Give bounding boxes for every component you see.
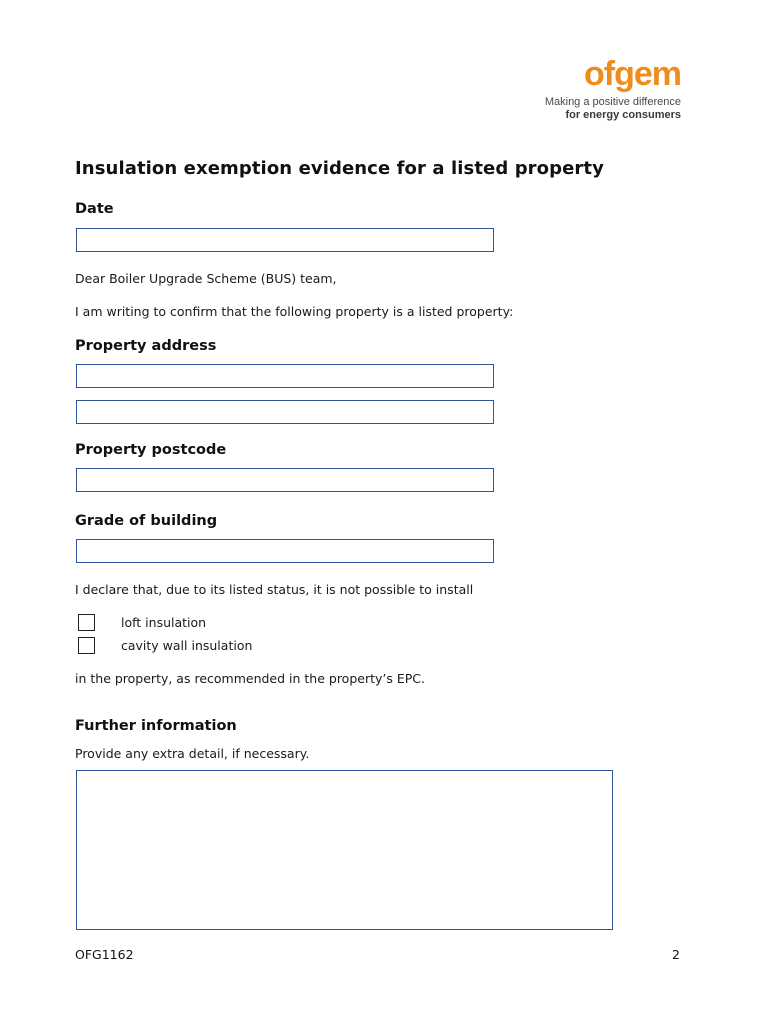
intro-text: I am writing to confirm that the following property is a listed property: xyxy=(75,304,514,319)
cavity-wall-insulation-label: cavity wall insulation xyxy=(121,638,253,653)
logo-tagline-line2: for energy consumers xyxy=(565,109,681,121)
salutation-text: Dear Boiler Upgrade Scheme (BUS) team, xyxy=(75,271,337,286)
grade-field[interactable] xyxy=(77,540,493,562)
further-info-textarea[interactable] xyxy=(77,771,612,929)
further-info-label: Further information xyxy=(75,718,237,734)
loft-insulation-label: loft insulation xyxy=(121,615,207,630)
page-number: 2 xyxy=(672,947,680,962)
date-field[interactable] xyxy=(77,229,493,251)
cavity-wall-insulation-checkbox[interactable] xyxy=(78,637,95,654)
further-info-hint: Provide any extra detail, if necessary. xyxy=(75,746,310,761)
document-reference: OFG1162 xyxy=(75,947,134,962)
date-field-box[interactable] xyxy=(76,228,494,252)
postcode-label: Property postcode xyxy=(75,442,227,458)
address-line1-box[interactable] xyxy=(76,364,494,388)
loft-insulation-checkbox[interactable] xyxy=(78,614,95,631)
grade-label: Grade of building xyxy=(75,513,218,529)
address-label: Property address xyxy=(75,338,217,354)
address-line2-box[interactable] xyxy=(76,400,494,424)
logo-tagline-line1: Making a positive difference xyxy=(544,96,681,108)
page-title: Insulation exemption evidence for a listed property xyxy=(75,158,604,179)
further-info-box[interactable] xyxy=(76,770,613,930)
address-line1-field[interactable] xyxy=(77,365,493,387)
date-label: Date xyxy=(75,201,114,217)
postcode-field[interactable] xyxy=(77,469,493,491)
postcode-box[interactable] xyxy=(76,468,494,492)
grade-box[interactable] xyxy=(76,539,494,563)
address-line2-field[interactable] xyxy=(77,401,493,423)
ofgem-logo xyxy=(545,56,681,122)
declaration-text: I declare that, due to its listed status, it is not possible to install xyxy=(75,582,474,597)
after-options-text: in the property, as recommended in the property’s EPC. xyxy=(75,671,425,686)
logo-wordmark: ofgem xyxy=(584,55,681,93)
